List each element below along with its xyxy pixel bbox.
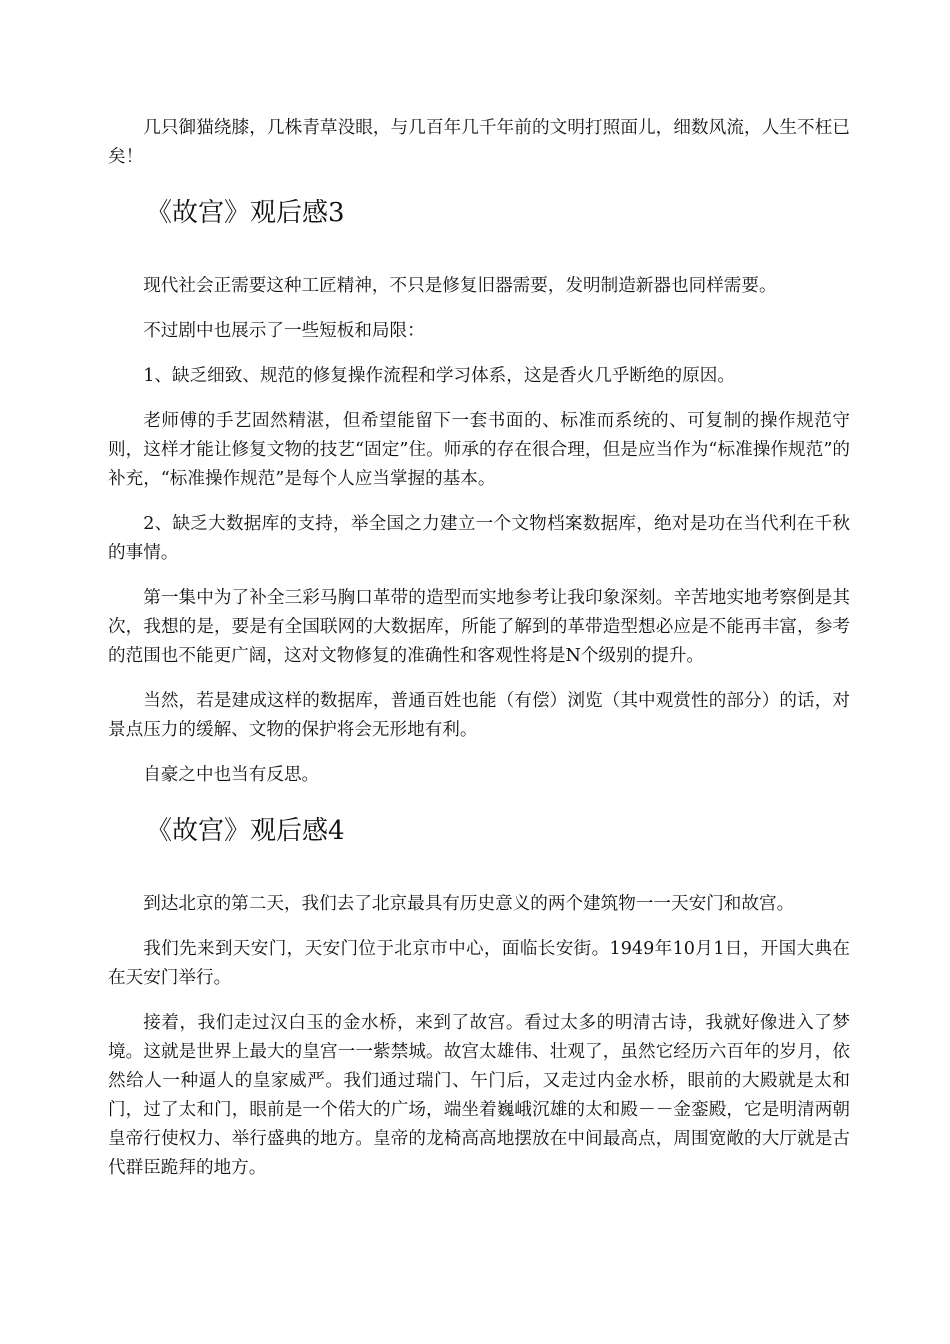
paragraph: 2、缺乏大数据库的支持，举全国之力建立一个文物档案数据库，绝对是功在当代利在千秋的事情。	[108, 514, 850, 563]
paragraph: 自豪之中也当有反思。	[143, 765, 320, 785]
paragraph: 不过剧中也展示了一些短板和局限：	[143, 321, 425, 341]
document-page	[108, 114, 850, 1197]
paragraph: 接着，我们走过汉白玉的金水桥，来到了故宫。看过太多的明清古诗，我就好像进入了梦境。这就是世界上最大的皇宫一一紫禁城。故宫太雄伟、壮观了，虽然它经历六百年的岁月，依然给人一种逼人的皇家威严。我们通过瑞门、午门后，又走过内金水桥，眼前的大殿就是太和门，过了太和门，眼前是一个偌大的广场，端坐着巍峨沉雄的太和殿－－金銮殿，它是明清两朝皇帝行使权力、举行盛典的地方。皇帝的龙椅高高地摆放在中间最高点，周围宽敞的大厅就是古代群臣跪拜的地方。	[108, 1013, 850, 1178]
paragraph: 几只御猫绕膝，几株青草没眼，与几百年几千年前的文明打照面儿，细数风流，人生不枉已矣！	[108, 118, 850, 167]
paragraph: 我们先来到天安门，天安门位于北京市中心，面临长安街。1949年10月1日，开国大典在在天安门举行。	[108, 939, 850, 988]
paragraph: 1、缺乏细致、规范的修复操作流程和学习体系，这是香火几乎断绝的原因。	[143, 366, 735, 386]
section-heading-3: 《故宫》观后感3	[146, 198, 345, 228]
paragraph: 现代社会正需要这种工匠精神，不只是修复旧器需要，发明制造新器也同样需要。	[143, 276, 777, 296]
paragraph: 当然，若是建成这样的数据库，普通百姓也能（有偿）浏览（其中观赏性的部分）的话，对景点压力的缓解、文物的保护将会无形地有利。	[108, 691, 850, 740]
paragraph: 第一集中为了补全三彩马胸口革带的造型而实地参考让我印象深刻。辛苦地实地考察倒是其次，我想的是，要是有全国联网的大数据库，所能了解到的革带造型想必应是不能再丰富，参考的范围也不能更广阔，这对文物修复的准确性和客观性将是N个级别的提升。	[108, 588, 850, 666]
section-heading-4: 《故宫》观后感4	[146, 816, 345, 846]
paragraph: 到达北京的第二天，我们去了北京最具有历史意义的两个建筑物一一天安门和故宫。	[143, 894, 795, 914]
paragraph: 老师傅的手艺固然精湛，但希望能留下一套书面的、标准而系统的、可复制的操作规范守则，这样才能让修复文物的技艺“固定”住。师承的存在很合理，但是应当作为“标准操作规范”的补充，“标准操作规范”是每个人应当掌握的基本。	[108, 411, 850, 489]
